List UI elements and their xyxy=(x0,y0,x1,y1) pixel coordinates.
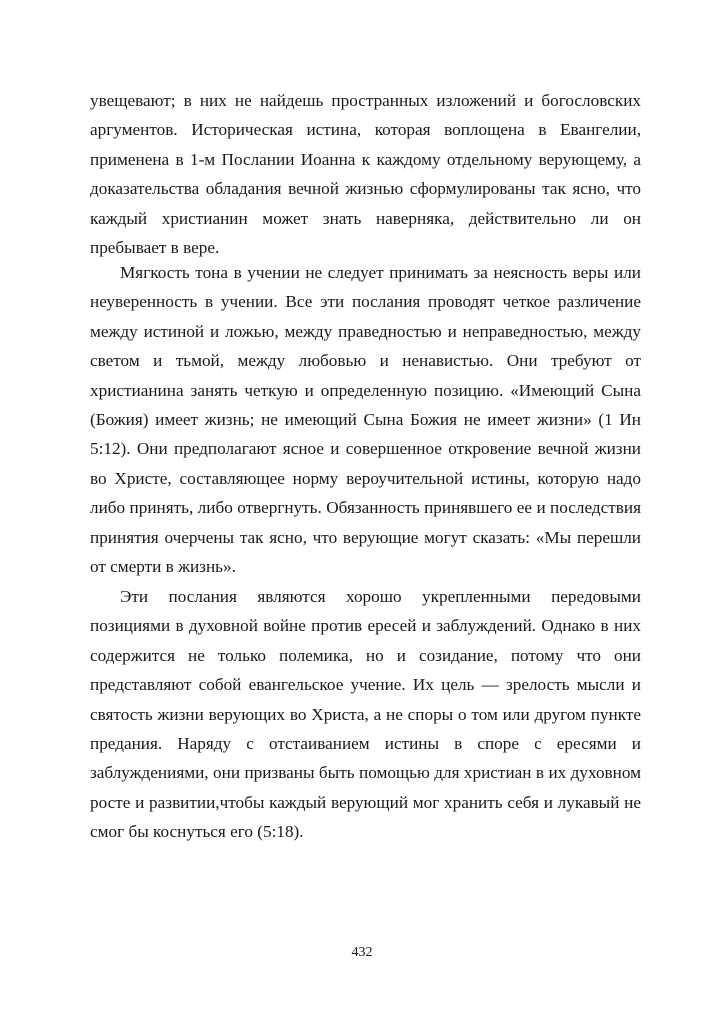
text-line: святость жизни верующих во Христа, а не споры о том или другом пункте xyxy=(90,704,641,724)
text-line: (Божия) имеет жизнь; не имеющий Сына Божия не имеет жизни» (1 Ин xyxy=(90,409,641,429)
text-line: представляют собой евангельское учение. Их цель — зрелость мысли и xyxy=(90,675,641,695)
text-line: росте и развитии,чтобы каждый верующий мог хранить себя и лукавый не xyxy=(90,792,641,812)
paragraph-1 xyxy=(90,86,641,262)
paragraph-2 xyxy=(90,258,641,581)
text-line: аргументов. Историческая истина, которая воплощена в Евангелии, xyxy=(90,120,641,140)
text-line: неуверенность в учении. Все эти послания проводят четкое различение xyxy=(90,292,641,312)
text-line: позициями в духовной войне против ересей и заблуждений. Однако в них xyxy=(90,616,641,636)
text-line: пребывает в вере. xyxy=(90,237,220,257)
text-line: увещевают; в них не найдешь пространных изложений и богословских xyxy=(90,91,641,110)
text-line: 5:12). Они предполагают ясное и совершенное откровение вечной жизни xyxy=(90,439,641,459)
text-line: христианина занять четкую и определенную позицию. «Имеющий Сына xyxy=(90,380,641,400)
text-line: Эти послания являются хорошо укрепленными передовыми xyxy=(120,587,641,606)
text-line: заблуждениями, они призваны быть помощью для христиан в их духовном xyxy=(90,763,641,783)
text-line: светом и тьмой, между любовью и ненавистью. Они требуют от xyxy=(90,351,641,371)
text-line: от смерти в жизнь». xyxy=(90,556,236,576)
text-line: доказательства обладания вечной жизнью сформулированы так ясно, что xyxy=(90,179,641,199)
text-line: предания. Наряду с отстаиванием истины в споре с ересями и xyxy=(90,733,641,753)
text-line: во Христе, составляющее норму вероучительной истины, которую надо xyxy=(90,468,641,488)
text-line: принятия очерчены так ясно, что верующие могут сказать: «Мы перешли xyxy=(90,527,641,547)
page-number: 432 xyxy=(351,945,373,960)
text-line: смог бы коснуться его (5:18). xyxy=(90,822,304,842)
text-line: между истиной и ложью, между праведностью и неправедностью, между xyxy=(90,321,641,341)
text-line: каждый христианин может знать наверняка, действительно ли он xyxy=(90,208,641,228)
text-line: Мягкость тона в учении не следует принимать за неясность веры или xyxy=(120,263,641,282)
text-line: содержится не только полемика, но и созидание, потому что они xyxy=(90,645,641,665)
text-line: применена в 1-м Послании Иоанна к каждому отдельному верующему, а xyxy=(90,149,641,169)
paragraph-3 xyxy=(90,582,641,847)
text-line: либо принять, либо отвергнуть. Обязанность принявшего ее и последствия xyxy=(90,498,641,518)
